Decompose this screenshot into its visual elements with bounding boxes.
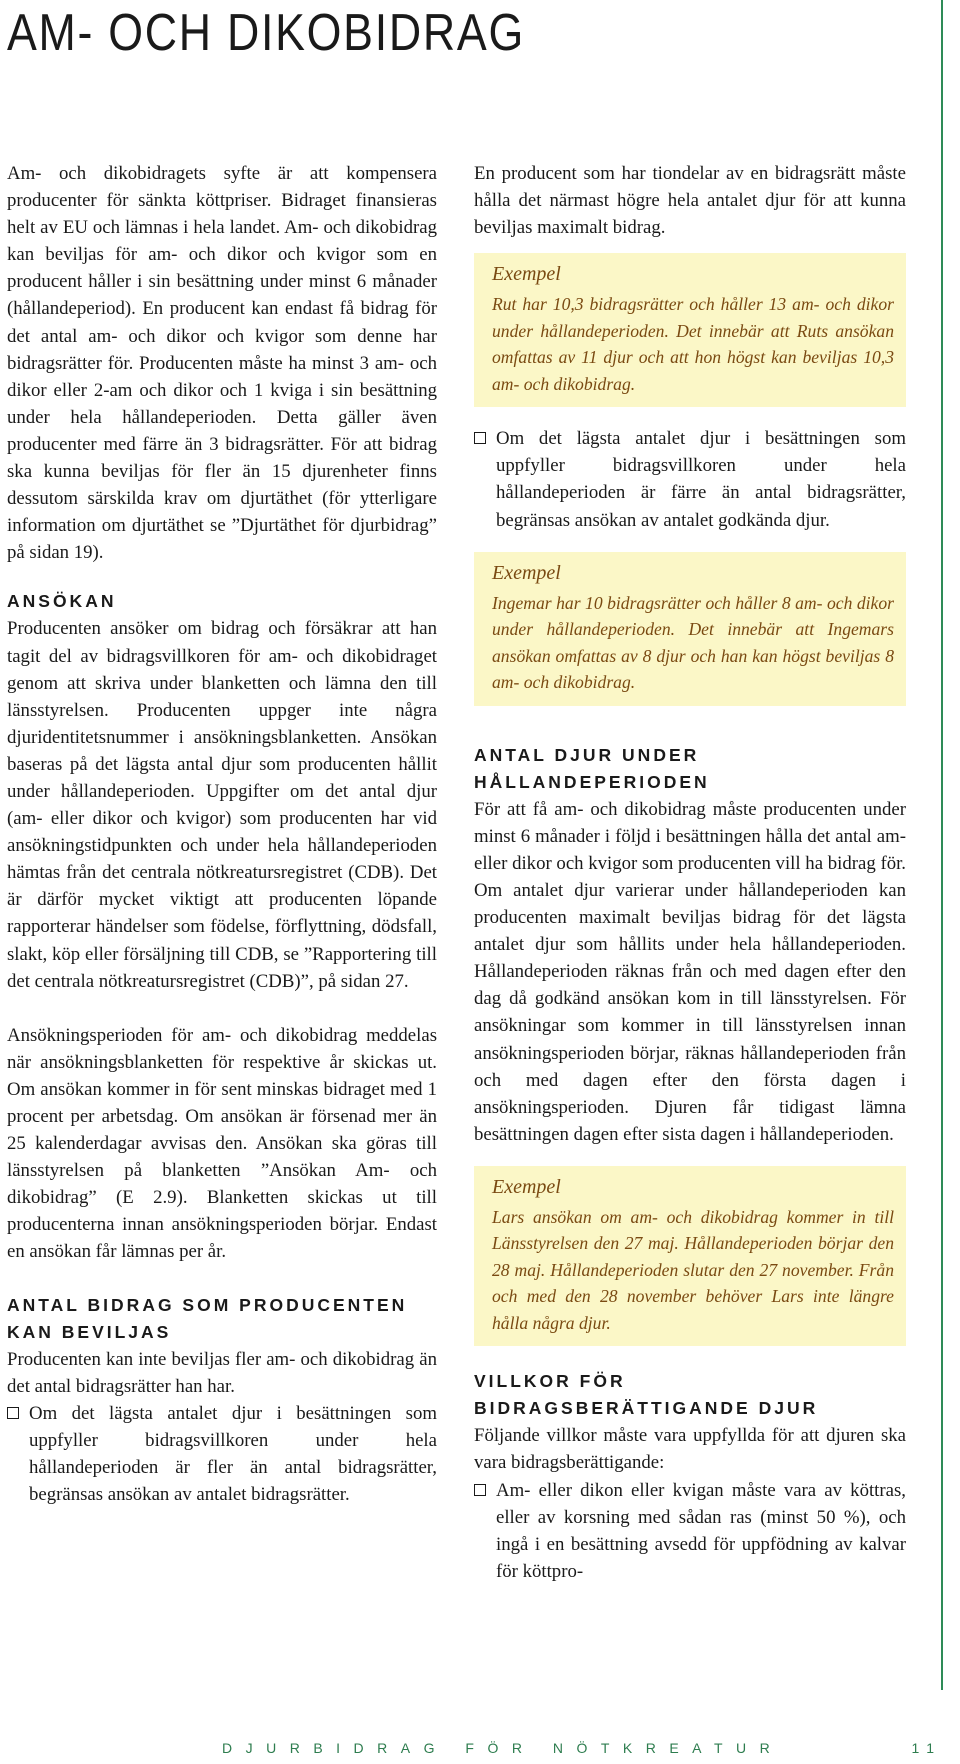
running-title: DJURBIDRAG FÖR NÖTKREATUR (222, 1740, 784, 1756)
section-heading-villkor: VILLKOR FÖR BIDRAGSBERÄTTIGANDE DJUR (474, 1371, 819, 1419)
example-box-rut (474, 253, 906, 407)
page-number: 11 (911, 1740, 942, 1756)
page-footer (0, 1740, 960, 1764)
left-column (7, 160, 437, 1508)
checkbox-bullet-icon (7, 1407, 19, 1419)
margin-rule (941, 0, 943, 1690)
example-box-lars (474, 1166, 906, 1347)
villkor-paragraph: Följande villkor måste vara uppfyllda för att djuren ska vara bidragsberättigande: (474, 1425, 906, 1474)
section-heading-ansokan: ANSÖKAN (7, 591, 117, 612)
example-box-ingemar (474, 552, 906, 706)
ansokan-paragraph-1: Producenten ansöker om bidrag och försäkrar att han tagit del av bidragsvillkoren för am- och dikobidraget genom att skriva under blanketten och lämna den till länsstyrelsen. Producenten uppger inte några djuridentitetsnummer i ansökningsblanketten. Ansökan baseras på det lägsta antal djur som producenten hållit under hållandeperioden. Uppgifter om det antal djur (am- eller dikor och kvigor) som producenten har vid ansökningstidpunkten och under hela hållandeperioden hämtas från det centrala nötkreatursregistret (CDB). Det är därför mycket viktigt att producenten löpande rapporterar händelser som födelse, förflyttning, dödsfall, slakt, köp eller försäljning till CDB, se ”Rapportering till det centrala nötkreatursregistret (CDB)”, på sidan 27. (7, 618, 437, 992)
section-heading-antal-bidrag: ANTAL BIDRAG SOM PRODUCENTEN KAN BEVILJAS (7, 1294, 408, 1342)
bullet-text: Am- eller dikon eller kvigan måste vara av köttras, eller av korsning med sådan ras (minst 50 %), och ingå i en besättning avsedd för uppfödning av kalvar för köttpro- (496, 1479, 906, 1582)
example-text: Ingemar har 10 bidragsrätter och håller 8 am- och dikor under hållandeperioden. Det innebär att Ingemars ansökan omfattas av 8 djur och han kan högst beviljas 8 am- och dikobidrag. (492, 592, 894, 693)
bullet-item-kottras (474, 1477, 906, 1585)
example-title: Exempel (492, 263, 561, 286)
bullet-text: Om det lägsta antalet djur i besättningen som uppfyller bidragsvillkoren under hela hållandeperioden är färre än antal bidragsrätter, begränsas ansökan av antalet godkända djur. (496, 428, 906, 531)
tiondelar-paragraph: En producent som har tiondelar av en bidragsrätt måste hålla det närmast högre hela antalet djur för att kunna beviljas maximalt bidrag. (474, 163, 906, 239)
right-column (474, 160, 906, 1585)
example-title: Exempel (492, 1175, 561, 1198)
example-text: Lars ansökan om am- och dikobidrag kommer in till Länsstyrelsen den 27 maj. Hållandeperioden börjar den 28 maj. Hållandeperioden slutar den 27 november. Från och med den 28 november behöver Lars inte längre hålla några djur. (492, 1206, 894, 1333)
bullet-text: Om det lägsta antalet djur i besättningen som uppfyller bidragsvillkoren under hela hållandeperioden är fler än antal bidragsrätter, begränsas ansökan av antalet bidragsrätter. (29, 1402, 437, 1506)
example-text: Rut har 10,3 bidragsrätter och håller 13 am- och dikor under hållandeperioden. Det innebär att Ruts ansökan omfattas av 11 djur och att hon högst kan beviljas 10,3 am- och dikobidrag. (492, 294, 894, 394)
page-title: AM- OCH DIKOBIDRAG (7, 4, 525, 62)
section-heading-hallandeperioden: ANTAL DJUR UNDER HÅLLANDEPERIODEN (474, 744, 710, 792)
bullet-item-fler (7, 1400, 437, 1508)
hallandeperioden-paragraph: För att få am- och dikobidrag måste producenten under minst 6 månader i följd i besättningen hålla det antal am- eller dikor och kvigor som producenten vill ha bidrag för. Om antalet djur varierar under hållandeperioden kan producenten maximalt beviljas bidrag för det lägsta antalet djur som hållits under hela hållandeperioden. Hållandeperioden räknas från och med dagen efter den dag då godkänd ansökan kom in till länsstyrelsen. För ansökningar som kommer in till länsstyrelsen innan ansökningsperioden börjar, räknas hållandeperioden från och med dagen efter den första dagen i ansökningsperioden. Djuren får tidigast lämna besättningen dagen efter sista dagen i hållandeperioden. (474, 798, 906, 1145)
ansokan-paragraph-2: Ansökningsperioden för am- och dikobidrag meddelas när ansökningsblanketten för respektive år skickas ut. Om ansökan kommer in för sent minskas bidraget med 1 procent per arbetsdag. Om ansökan är försenad mer än 25 kalenderdagar avvisas den. Ansökan ska göras till länsstyrelsen på blanketten ”Ansökan Am- och dikobidrag” (E 2.9). Blanketten skickas ut till producenterna innan ansökningsperioden börjar. Endast en ansökan får lämnas per år. (7, 1024, 437, 1263)
antal-bidrag-paragraph: Producenten kan inte beviljas fler am- och dikobidrag än det antal bidragsrätter han har. (7, 1348, 437, 1397)
bullet-item-farre (474, 425, 906, 533)
checkbox-bullet-icon (474, 432, 486, 444)
example-title: Exempel (492, 561, 561, 584)
intro-paragraph: Am- och dikobidragets syfte är att kompensera producenter för sänkta köttpriser. Bidraget finansieras helt av EU och lämnas i hela landet. Am- och dikobidrag kan beviljas för am- och dikor och kvigor som en producent håller i sin besättning under minst 6 månader (hållandeperiod). En producent kan endast få bidrag för det antal am- och dikor och kvigor som denne har bidragsrätter för. Producenten måste ha minst 3 am- och dikor eller 2-am och dikor och 1 kviga i sin besättning under hela hållandeperioden. Detta gäller även producenter med färre än 3 bidragsrätter. För att bidrag ska kunna beviljas för fler än 15 djurenheter finns dessutom särskilda krav om djurtäthet (för ytterligare information om djurtäthet se ”Djurtäthet för djurbidrag” på sidan 19). (7, 163, 437, 564)
checkbox-bullet-icon (474, 1484, 486, 1496)
